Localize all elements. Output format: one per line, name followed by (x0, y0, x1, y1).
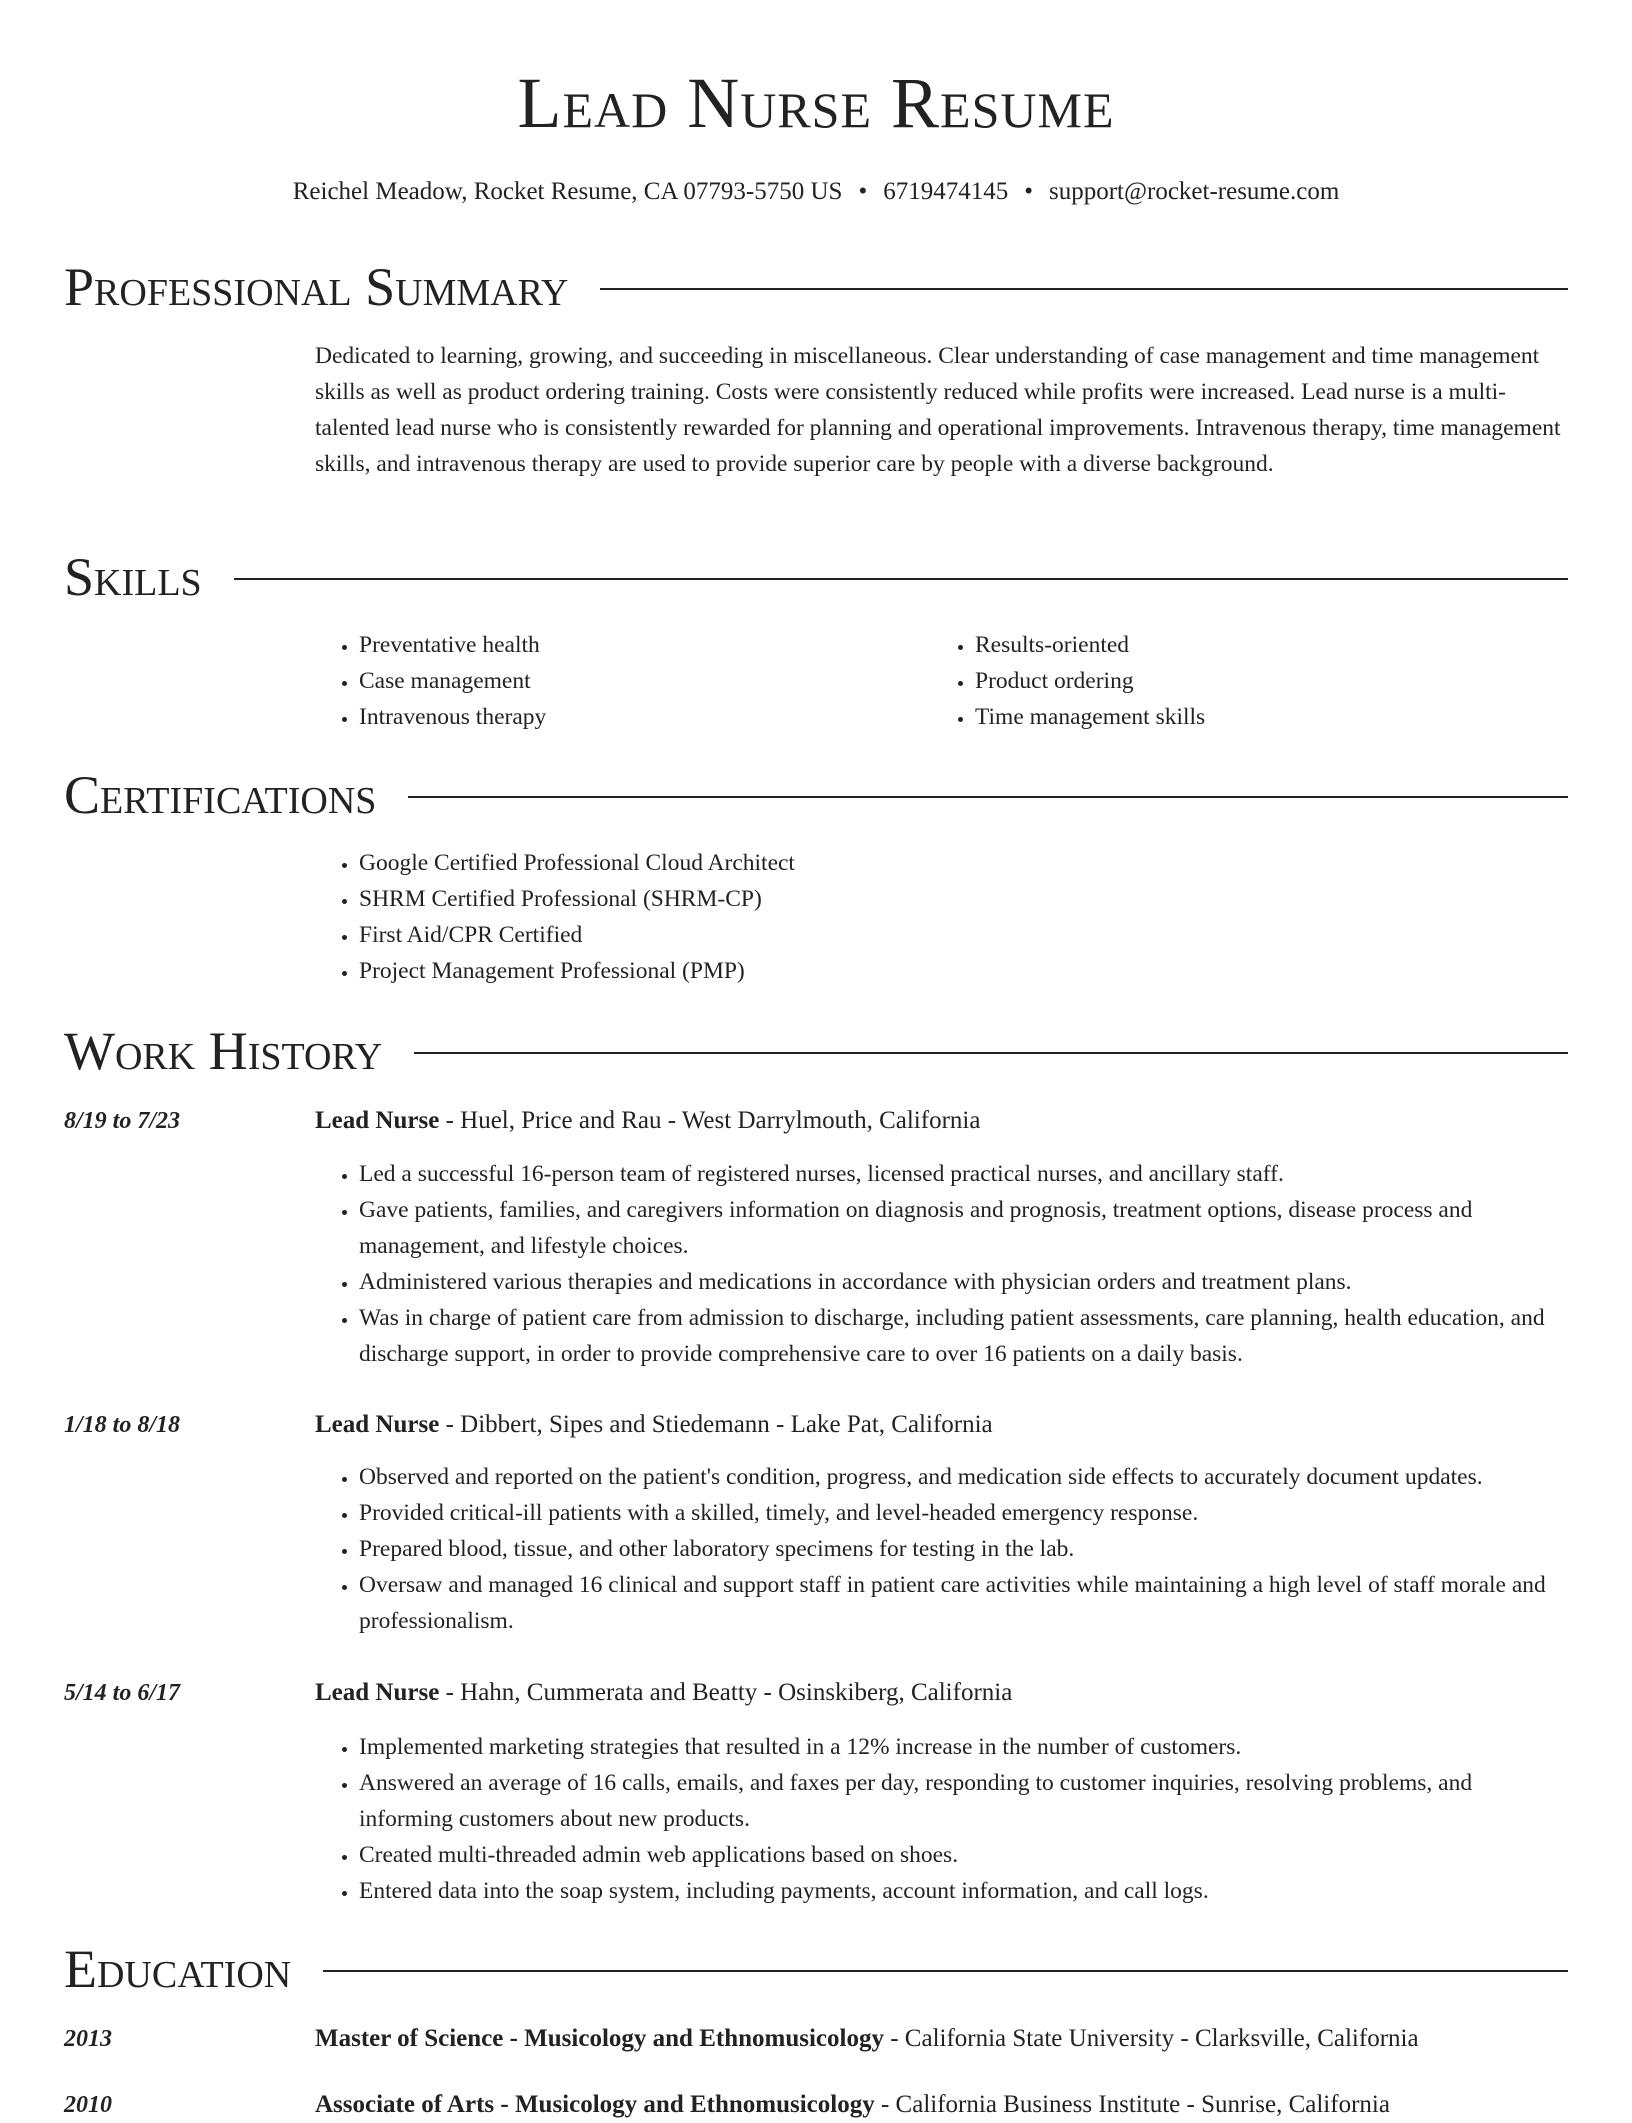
education-degree: Master of Science - Musicology and Ethnomusicology (315, 2025, 884, 2052)
summary-text: Dedicated to learning, growing, and succeeding in miscellaneous. Clear understanding of case management and time management skills as well as product ordering training. Costs were consistently reduced while profits were increased. Lead nurse is a multi-talented lead nurse who is consistently rewarded for planning and operational improvements. Intravenous therapy, time management skills, and intravenous therapy are used to provide superior care by people with a diverse background. (315, 343, 1561, 477)
job-bullet: • Answered an average of 16 calls, emails, and faxes per day, responding to customer inquiries, resolving problems, and informing customers about new products. (359, 1765, 1568, 1837)
skills-column-right (931, 627, 1205, 735)
job-heading (315, 1407, 993, 1443)
resume-title: Lead Nurse Resume (517, 63, 1115, 143)
job-title: Lead Nurse (315, 1411, 440, 1438)
job-bullet: • Gave patients, families, and caregivers information on diagnosis and prognosis, treatment options, disease process and management, and lifestyle choices. (359, 1192, 1568, 1264)
job-bullet: • Implemented marketing strategies that resulted in a 12% increase in the number of customers. (359, 1729, 1568, 1765)
section-heading-certifications (64, 760, 1568, 830)
job-details: - Hahn, Cummerata and Beatty - Osinskiberg, California (439, 1679, 1013, 1706)
job-bullets (315, 1156, 1568, 1372)
job-bullet: • Was in charge of patient care from admission to discharge, including patient assessments, care planning, health education, and discharge support, in order to provide comprehensive care to over 16 patients on a daily basis. (359, 1300, 1568, 1372)
section-title: Skills (64, 547, 202, 607)
section-title: Professional Summary (64, 257, 569, 317)
skill-item: • Preventative health (359, 627, 546, 663)
job-dates: 5/14 to 6/17 (64, 1680, 181, 1706)
education-entry (315, 2021, 1419, 2057)
job-bullet: • Oversaw and managed 16 clinical and support staff in patient care activities while maintaining a high level of staff morale and professionalism. (359, 1567, 1568, 1639)
skill-item: • Case management (359, 663, 546, 699)
section-divider (408, 796, 1568, 798)
contact-separator: • (858, 178, 868, 205)
section-divider (600, 288, 1568, 290)
certification-item: • Google Certified Professional Cloud Architect (359, 845, 795, 881)
section-title: Work History (64, 1021, 383, 1081)
education-entry (315, 2087, 1390, 2123)
contact-phone[interactable]: 6719474145 (883, 178, 1009, 205)
section-divider (234, 578, 1568, 580)
skills-column-left (315, 627, 546, 735)
job-bullet: • Led a successful 16-person team of registered nurses, licensed practical nurses, and ancillary staff. (359, 1156, 1568, 1192)
section-heading-skills (64, 542, 1568, 612)
certification-item: • SHRM Certified Professional (SHRM-CP) (359, 881, 795, 917)
job-heading (315, 1675, 1012, 1711)
section-divider (414, 1052, 1568, 1054)
section-heading-summary (64, 252, 1568, 322)
job-details: - Huel, Price and Rau - West Darrylmouth, California (439, 1107, 981, 1134)
job-bullet: • Administered various therapies and medications in accordance with physician orders and treatment plans. (359, 1264, 1568, 1300)
job-dates: 8/19 to 7/23 (64, 1108, 181, 1134)
skills-list (315, 627, 546, 735)
education-details: - California State University - Clarksville, California (883, 2025, 1419, 2052)
job-details: - Dibbert, Sipes and Stiedemann - Lake Pat, California (439, 1411, 993, 1438)
job-bullet: • Entered data into the soap system, including payments, account information, and call logs. (359, 1873, 1568, 1909)
section-divider (323, 1970, 1568, 1972)
skill-item: • Results-oriented (975, 627, 1205, 663)
section-heading-work-history (64, 1016, 1568, 1086)
certification-item: • Project Management Professional (PMP) (359, 953, 795, 989)
certification-item: • First Aid/CPR Certified (359, 917, 795, 953)
contact-address: Reichel Meadow, Rocket Resume, CA 07793-5750 US (292, 178, 843, 205)
job-heading (315, 1103, 980, 1139)
education-degree: Associate of Arts - Musicology and Ethnomusicology (315, 2091, 875, 2118)
contact-separator: • (1024, 178, 1033, 205)
skill-item: • Intravenous therapy (359, 699, 546, 735)
contact-line (0, 172, 1632, 212)
job-dates: 1/18 to 8/18 (64, 1412, 181, 1438)
skills-list (931, 627, 1205, 735)
job-bullets (315, 1729, 1568, 1909)
certifications-list (315, 845, 795, 989)
section-heading-education (64, 1934, 1568, 2004)
education-year: 2010 (64, 2092, 112, 2118)
education-details: - California Business Institute - Sunrise, California (874, 2091, 1390, 2118)
job-bullet: • Observed and reported on the patient's condition, progress, and medication side effects to accurately document updates. (359, 1459, 1568, 1495)
job-bullets (315, 1459, 1568, 1639)
job-bullet: • Prepared blood, tissue, and other laboratory specimens for testing in the lab. (359, 1531, 1568, 1567)
contact-email[interactable]: support@rocket-resume.com (1048, 178, 1340, 205)
skill-item: • Time management skills (975, 699, 1205, 735)
job-bullet: • Created multi-threaded admin web applications based on shoes. (359, 1837, 1568, 1873)
job-title: Lead Nurse (315, 1679, 440, 1706)
skill-item: • Product ordering (975, 663, 1205, 699)
education-year: 2013 (64, 2026, 112, 2052)
section-title: Education (64, 1939, 292, 1999)
job-title: Lead Nurse (315, 1107, 440, 1134)
section-title: Certifications (64, 765, 377, 825)
job-bullet: • Provided critical-ill patients with a skilled, timely, and level-headed emergency response. (359, 1495, 1568, 1531)
